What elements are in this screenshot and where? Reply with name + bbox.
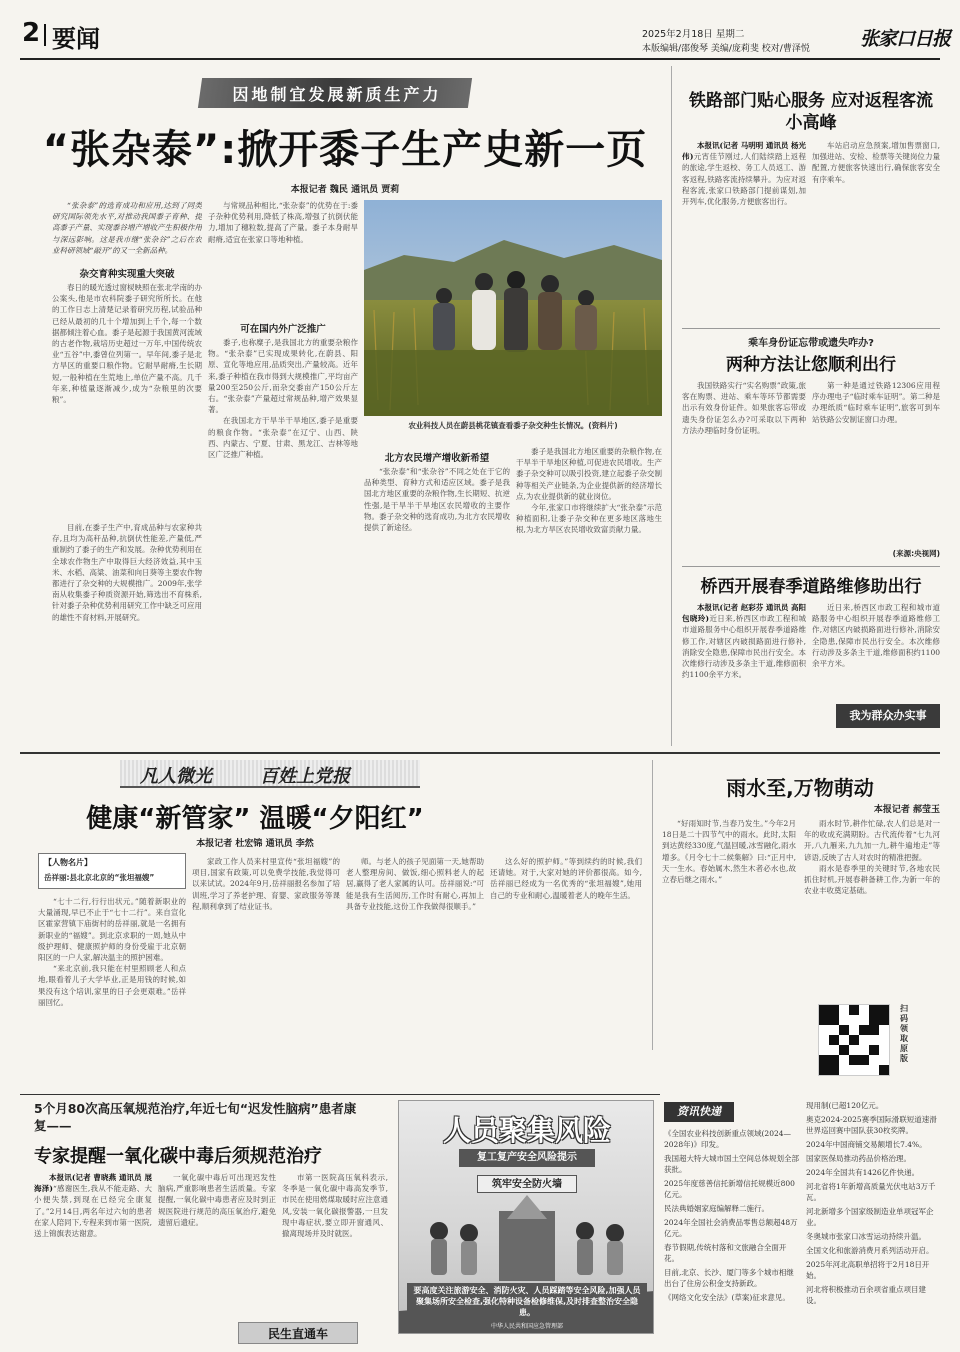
issue-date: 2025年2月18日 星期二 — [642, 29, 745, 40]
news-item: 冬奥城市张家口冰雪运动持续升温。 — [806, 1232, 926, 1241]
lead-col2b: 黍子,也称糜子,是我国北方的重要杂粮作物。“张杂泰”已实现成果转化,在蔚县、阳原、宣化等地应用,品质突出,产量较高。近年来,黍子种植在我市得到大规模推广,平均亩产量200至250公斤,而杂交黍亩产150公斤左右。“张杂泰”产量超过常规品种,增产效果显著。 在我国北方干旱半干旱地区,黍子是重要的粮食作物。“张杂泰”在辽宁、山西、陕西、内蒙古、宁夏、甘肃、黑龙江、吉林等地区广泛推广种植。 — [208, 338, 358, 460]
lead-col1b: 目前,在黍子生产中,育成品种与农家种共存,且均为高秆品种,抗倒伏性能差,产量低,严重制约了黍子的生产和发展。杂种优势利用在全球农作物生产中取得巨大经济效益,其中玉米、水稻、高粱、油菜和向日葵等主要农作物都进行了杂交种的大规模推广。2009年,张学南从收集黍子种质资源开始,筛选出不育株系,针对黍子杂种优势利用研究工作中缺乏可应用的雄性不育材料,开展研究。 — [52, 523, 202, 622]
news-item: 河北将积极推动百余项省重点项目建设。 — [806, 1285, 926, 1305]
qr-caption: 扫码 领取 原版 — [900, 1004, 908, 1063]
news-item: 2024年中国商铺交易额增长7.4%。 — [806, 1140, 927, 1149]
lead-col2a: 与常规品种相比,“张杂泰”的优势在于:黍子杂种优势利用,降低了株高,增强了抗倒伏能力,增加了穗粒数,提高了产量。黍子本身耐旱耐瘠,适宜在张家口等地种植。 — [208, 201, 358, 244]
section-name: 要闻 — [52, 25, 100, 53]
rail-col2: 车站启动应急预案,增加售票窗口,加强进站、安检、检票等关键岗位力量配置,方便旅客快速出行,确保旅客安全有序乘车。 — [812, 141, 940, 184]
lead-subhead-2: 可在国内外广泛推广 — [240, 324, 326, 335]
news-item: 2025年河北高职单招将于2月18日开始。 — [806, 1260, 930, 1280]
news-item: 目前,北京、长沙、厦门等多个城市相继出台了住房公积金支持新政。 — [664, 1268, 794, 1288]
newsflash-list-right — [806, 1100, 940, 1342]
poster-org: 中华人民共和国应急管理部 — [490, 1323, 563, 1330]
poster-subtitle: 复工复产安全风险提示 — [459, 1149, 595, 1167]
poster-tag: 筑牢安全防火墙 — [477, 1175, 577, 1193]
news-item: 《网络文化安全法》(草案)征求意见。 — [664, 1293, 790, 1302]
rain-col1: “好雨知时节,当春乃发生。”今年2月18日是二十四节气中的雨水。此时,太阳到达黄经330度,气温回暖,冰雪融化,雨水增多。《月令七十二候集解》曰:“正月中,天一生水。春始属木,然生木者必水也,故立春后继之雨水。” — [662, 819, 796, 885]
rain-left-divider — [652, 760, 653, 1050]
lead-photo-caption: 农业科技人员在蔚县桃花镇查看黍子杂交种生长情况。(资料片) — [408, 421, 618, 430]
health-col2: 家政工作人员来村里宣传“张坦福嫂”的项目,国家有政策,可以免费学技能,我觉得可以来试试。2024年9月,岳祥丽报名参加了培训班,学习了养老护理、育婴、家政服务等课程,顺利拿到了结业证书。 — [192, 857, 340, 911]
safety-poster — [398, 1100, 654, 1334]
health-headline: 健康“新管家” 温暖“夕阳红” — [86, 804, 424, 834]
lead-right-divider — [671, 66, 672, 746]
profile-text: 岳祥丽:县北京北京的“张坦福嫂” — [44, 873, 155, 882]
field-photo-illustration — [364, 200, 662, 416]
news-item: 春节假期,传统村落和文旅融合全面开花。 — [664, 1243, 787, 1263]
lead-subhead-1: 杂交育种实现重大突破 — [79, 269, 175, 280]
id-col1: 我国铁路实行“实名购票”政策,旅客在购票、进站、乘车等环节都需要出示有效身份证件。如果旅客忘带或遗失身份证怎么办?可采取以下两种方法办理临时身份证明。 — [682, 381, 806, 435]
rail-col1: 本报讯(记者 马明明 通讯员 杨光伟)元宵佳节刚过,人们陆续踏上返程的旅途,学生返校、务工人员返工、游客返程,铁路客流持续攀升。为应对返程客流,张家口铁路部门提前谋划,加开列车,优化服务,方便旅客出行。 — [682, 141, 806, 207]
lead-col4: 黍子是我国北方地区重要的杂粮作物,在干旱半干旱地区种植,可促进农民增收。生产黍子杂交种可以吸引投资,建立起黍子杂交制种等相关产业链条,为企业提供新的经济增长点,为农业提供新的就业岗位。 今年,张家口市将继续扩大“张杂泰”示范种植面积,让黍子杂交种在更多地区落地生根,为北方旱区农民增收致富贡献力量。 — [516, 447, 662, 535]
news-item: 河北新增多个国家级制造业单项冠军企业。 — [806, 1207, 934, 1227]
poster-text: 要高度关注旅游安全、消防火灾、人员踩踏等安全风险,加强人员聚集场所安全检查,强化特种设备检修维保,及时排查整治安全隐患。 — [407, 1283, 647, 1319]
co-kicker: 5个月80次高压氧规范治疗,年近七旬“迟发性脑病”患者康复—— — [34, 1101, 357, 1133]
news-item: 我国超大特大城市国土空间总体规划全部获批。 — [664, 1154, 799, 1174]
page-editors: 本版编辑/邵俊琴 美编/庞莉斐 校对/曹泽悦 — [642, 44, 810, 54]
masthead-divider-mark — [44, 24, 46, 46]
qr-code[interactable] — [818, 1004, 890, 1076]
health-col3: 师。与老人的孩子见面第一天,她帮助老人整理房间、做饭,细心照料老人的起居,赢得了老人家属的认可。岳祥丽说:“可能是我有生活阅历,工作时有耐心,再加上具备专业技能,这份工作我做得很顺手。” — [346, 857, 484, 911]
co-col2: 一氧化碳中毒后可出现迟发性脑病,严重影响患者生活质量。专家提醒,一氧化碳中毒患者应及时到正规医院进行规范的高压氧治疗,避免遗留后遗症。 — [158, 1173, 276, 1227]
co-col1: 本报讯(记者 曹晓燕 通讯员 展海泽)“感谢医生,我从不能走路、大小便失禁,到现在已经完全康复了。”2月14日,两名年过六旬的患者在家人陪同下,专程来到市第一医院,送上锦旗表达谢意。 — [34, 1173, 152, 1239]
id-bottom-rule — [682, 566, 940, 567]
news-item: 国家医保局推动药品价格治理。 — [806, 1154, 911, 1163]
qr-pattern — [819, 1005, 889, 1075]
id-source: (来源:央视网) — [892, 549, 940, 558]
health-col1: “七十二行,行行出状元。”随着新职业的大量涌现,早已不止于“七十二行”。来自宣化区霍家营镇下庙街村的岳祥丽,就是一名拥有新职业的“福嫂”。到北京求职的一周,她从中级护理师、健康照护师的身份受雇于北京朝阳区的一户人家,解决温主的照护困难。 “来北京前,我只能在村里照顾老人和点地,眼看着儿子大学毕业,正是用钱的时候,如果没有这个培训,家里的日子会更艰难。”岳祥丽回忆。 — [38, 897, 186, 1007]
service-badge: 我为群众办实事 — [836, 704, 940, 728]
news-item: 《全国农业科技创新重点领域(2024—2028年)》印发。 — [664, 1129, 792, 1149]
mid-rule — [20, 752, 940, 754]
rail-headline: 铁路部门贴心服务 应对返程客流小高峰 — [689, 91, 933, 133]
profile-head: 【人物名片】 — [44, 858, 92, 867]
poster-footer-badge: 民生直通车 — [238, 1322, 358, 1344]
newsflash-badge: 资讯快递 — [664, 1102, 734, 1122]
id-col2: 第一种是通过铁路12306应用程序办理电子“临时乘车证明”。第二种是办理纸质“临时乘车证明”,旅客可到车站铁路公安制证窗口办理。 — [812, 381, 940, 424]
co-headline: 专家提醒一氧化碳中毒后须规范治疗 — [34, 1146, 322, 1167]
id-headline: 两种方法让您顺利出行 — [726, 355, 896, 375]
news-item: 现用制(已超120亿元。 — [806, 1101, 884, 1110]
news-item: 民法典婚姻家庭编解释二施行。 — [664, 1204, 769, 1213]
lead-byline: 本报记者 魏民 通讯员 贾莉 — [290, 185, 400, 195]
lower-rule — [20, 1094, 660, 1095]
lead-col1: 春日的暖光透过窗棂映照在张北学南的办公案头,他是市农科院黍子研究所所长。在他的工作日志上清楚记录着研究历程,试验品种已经从最初的几十个增加到上千个,每一个数据都倾注着心血。黍子是起源于我国黄河流域的古老作物,栽培历史超过一万年,中国传统农业“五谷”中,黍曾位列第一。早年间,黍子是北方旱区的重要口粮作物。它耐旱耐瘠,生长期短,一般种植在生荒地上,单位产量不高。几千年来,种植量逐渐减少,成为“杂粮里的次要粮”。 — [52, 283, 202, 405]
road-col2: 近日来,桥西区市政工程和城市道路服务中心组织开展春季道路维修工作,对辖区内破损路面进行修补,消除安全隐患,保障市民出行安全。本次维修行动涉及多条主干道,维修面积约1100余平方米。 — [812, 603, 940, 669]
news-item: 奥克2024-2025赛季国际滑联短道速滑世界巡回赛中国队获30枚奖牌。 — [806, 1115, 937, 1135]
lead-subhead-3: 北方农民增产增收新希望 — [384, 453, 490, 464]
id-kicker: 乘车身份证忘带或遗失咋办? — [748, 338, 874, 349]
masthead-rule — [20, 58, 940, 60]
health-col4: 这么好的照护师。”等到续约的时候,我们还请她。对于,大家对她的评价都很高。如今,岳祥丽已经成为一名优秀的“张坦福嫂”,她用自己的专业和耐心,温暖着老人的晚年生活。 — [490, 857, 642, 900]
health-byline: 本报记者 杜宏锦 通讯员 李然 — [196, 839, 314, 849]
news-item: 2025年度慈善信托新增信托规模近800亿元。 — [664, 1179, 795, 1199]
rain-headline: 雨水至,万物萌动 — [726, 776, 874, 800]
page-number: 2 — [22, 18, 41, 48]
news-item: 全国文化和旅游消费月系列活动开启。 — [806, 1246, 934, 1255]
news-item: 2024年全国共有1426亿件快递。 — [806, 1168, 920, 1177]
news-item: 2024年全国社会消费品零售总额超48万亿元。 — [664, 1218, 798, 1238]
lead-intro: “张杂泰”的选育成功和应用,达到了同类研究国际领先水平,对推动我国黍子育种、提高黍子产量、实现黍谷增产增收产生积极作用与深远影响。这是我市继“张杂谷”之后在农业科研领域“敲开”的又一全新品种。 — [52, 201, 202, 255]
co-col3: 市第一医院高压氧科表示,冬季是一氧化碳中毒高发季节,市民在使用燃煤取暖时应注意通风,安装一氧化碳报警器,一旦发现中毒症状,要立即开窗通风、撤离现场并及时就医。 — [282, 1173, 388, 1239]
lead-col3: “张杂泰”和“张杂谷”不同之处在于它的品种类型、育种方式和适应区域。黍子是我国北方地区重要的杂粮作物,生长期短、抗逆性强,是干旱半干旱地区农民增收的主要作物。黍子杂交种的选育成功,为北方农民增收提供了新途径。 — [364, 467, 510, 533]
lead-photo — [364, 200, 662, 416]
lead-banner-text: 因地制宜发展新质生产力 — [232, 85, 442, 104]
newspaper-logo: 张家口日报 — [860, 28, 951, 50]
road-headline: 桥西开展春季道路维修助出行 — [700, 577, 922, 597]
health-banner-left: 凡人微光 — [140, 766, 212, 787]
road-col1: 本报讯(记者 赵彩芬 通讯员 高阳 包晓玲)近日来,桥西区市政工程和城市道路服务中心组织开展春季道路维修工作,对辖区内破损路面进行修补,消除安全隐患,保障市民出行安全。本次维修行动涉及多条主干道,维修面积约1100余平方米。 — [682, 603, 806, 680]
newsflash-list-left — [664, 1128, 800, 1340]
rain-byline: 本报记者 郝莹玉 — [873, 805, 940, 815]
health-banner-right: 百姓上党报 — [260, 766, 350, 787]
rain-col2: 雨水时节,耕作忙碌,农人们总是对一年的收成充满期盼。古代流传着“七九河开,八九雁来,九九加一九,耕牛遍地走”等谚语,反映了古人对农时的精准把握。 雨水是春季里的关键时节,各地农民抓住时机,开展春耕备耕工作,为新一年的农业丰收奠定基础。 — [804, 819, 940, 896]
news-item: 河北省将1年新增高质量光伏电站3万千瓦。 — [806, 1182, 936, 1202]
lead-headline: “张杂泰”:掀开黍子生产史新一页 — [42, 127, 648, 173]
rail-bottom-rule — [682, 328, 940, 329]
poster-title: 人员聚集风险 — [442, 1114, 611, 1147]
